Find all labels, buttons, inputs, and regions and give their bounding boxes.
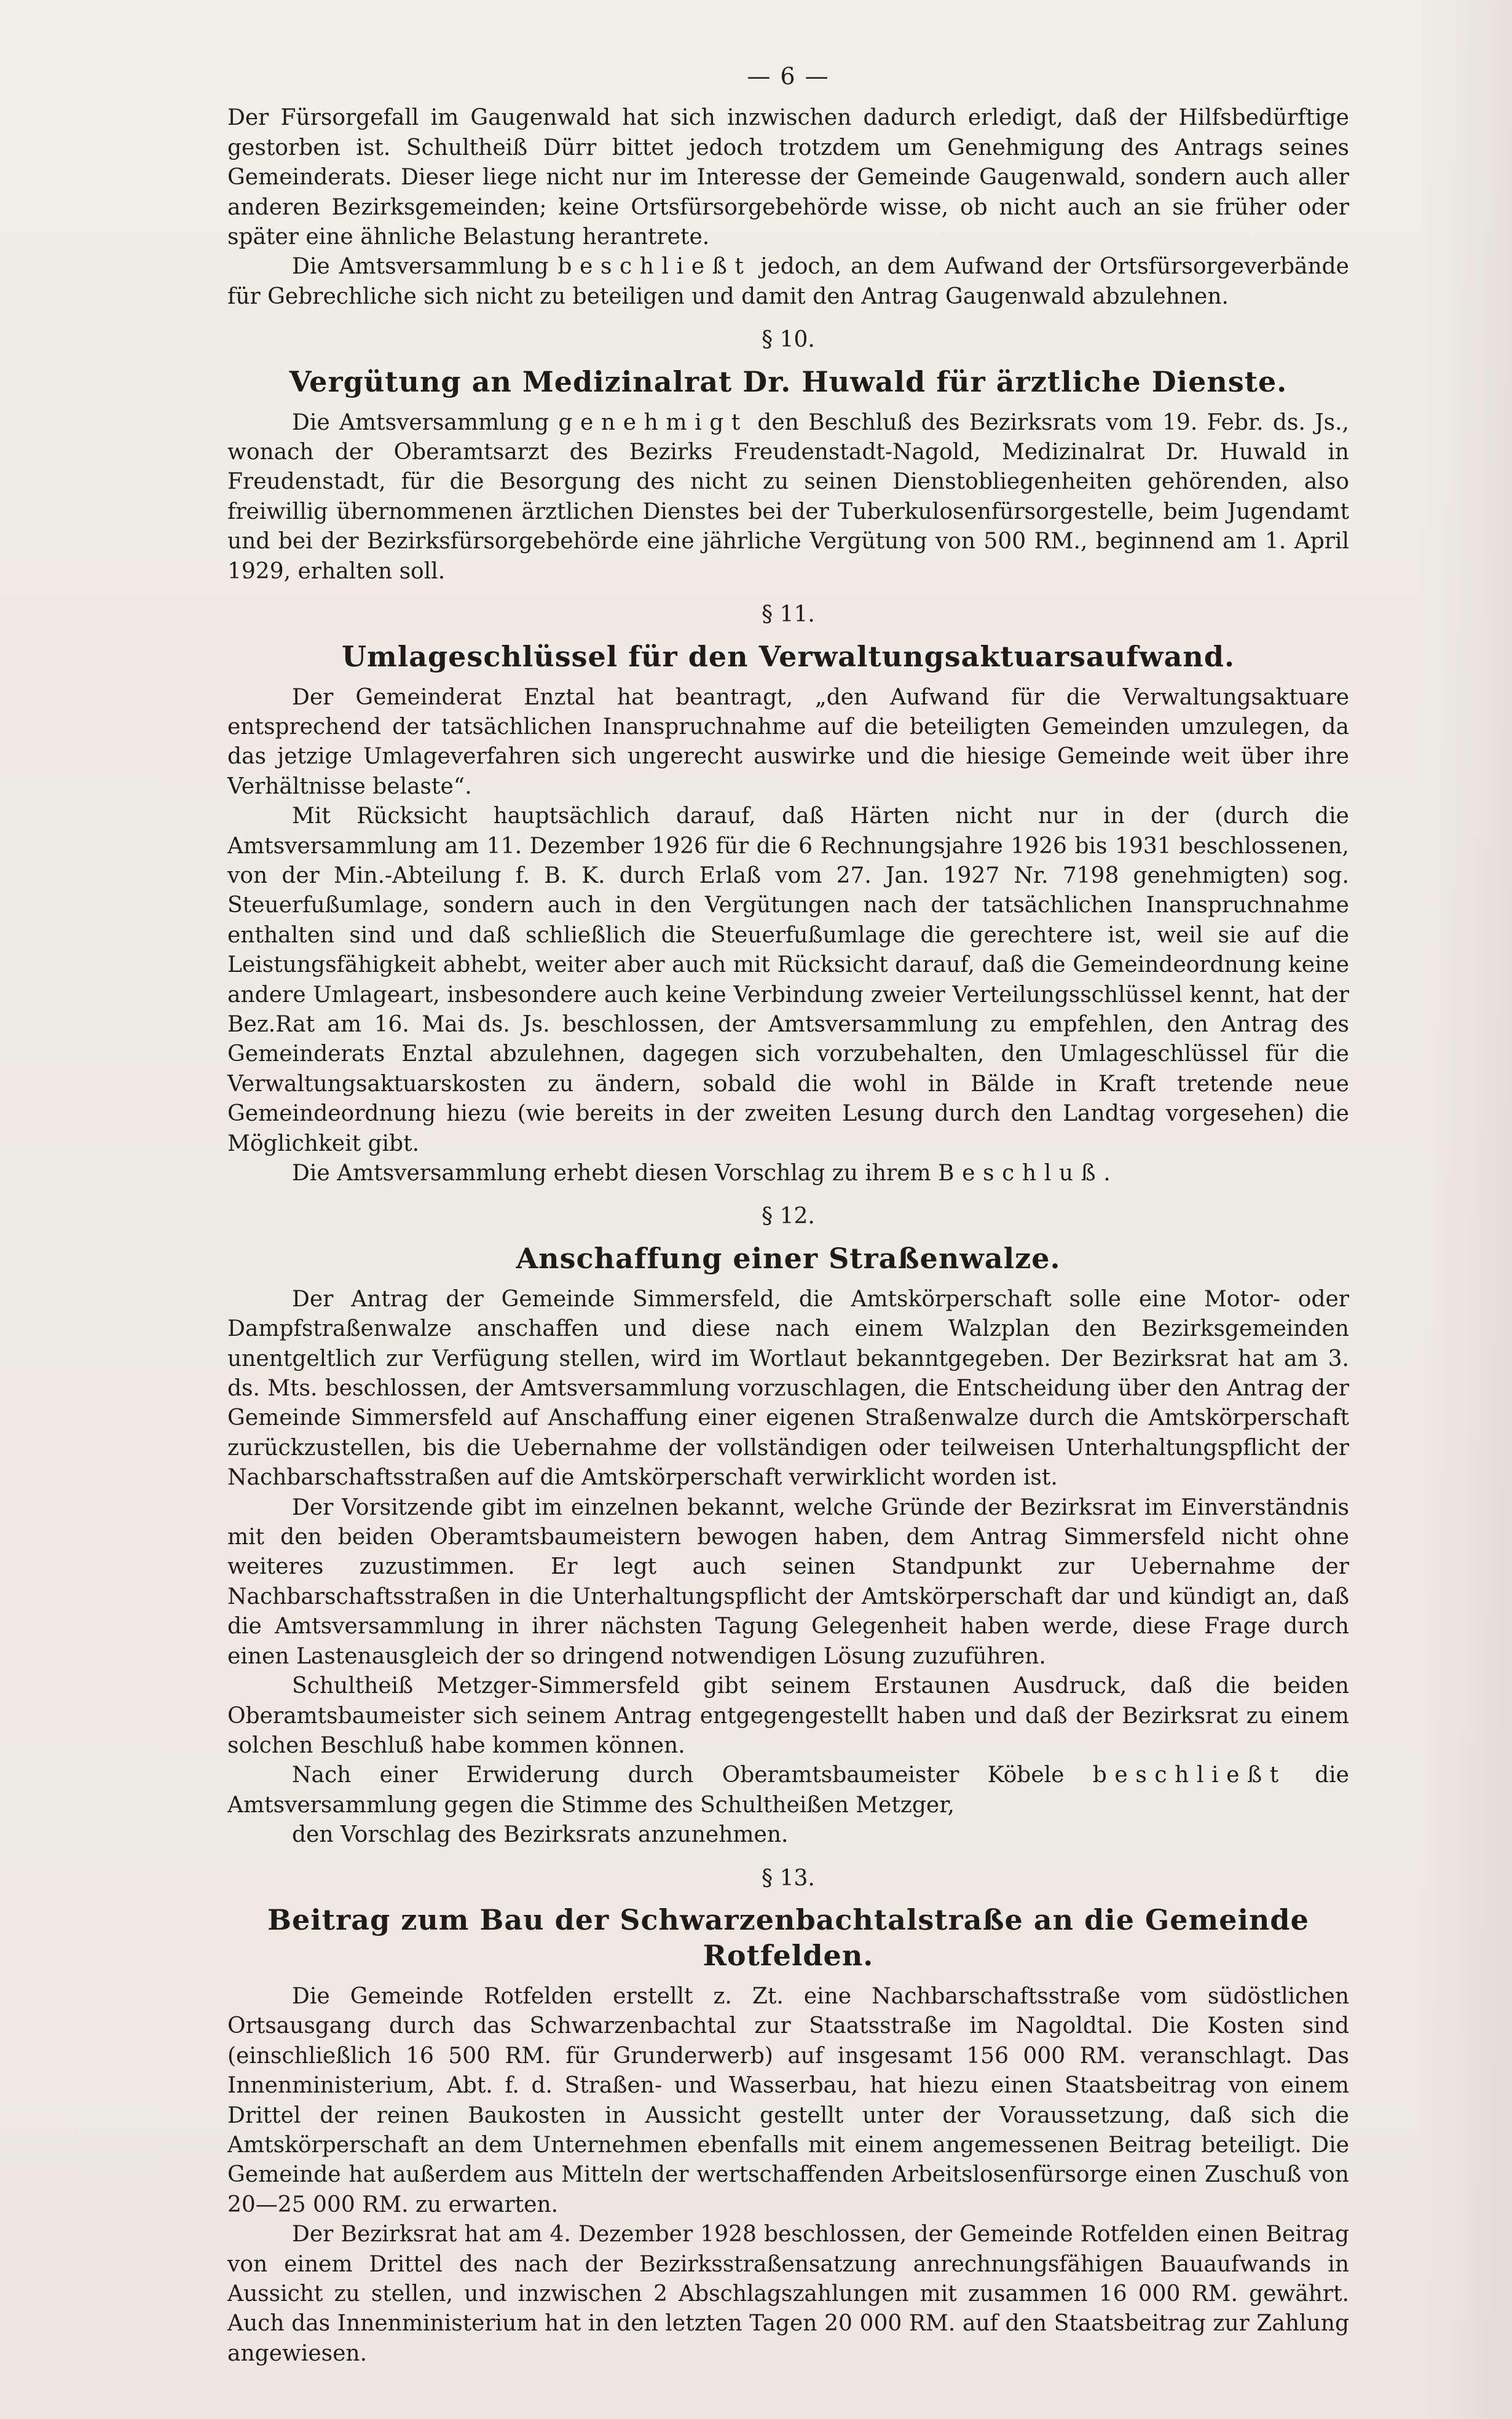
spaced-emphasis: beschließt: [557, 254, 752, 280]
paragraph: Schultheiß Metzger-Simmersfeld gibt seinem Erstaunen Ausdruck, daß die beiden Oberamtsbaumeister sich seinem Antrag entgegengestellt haben und daß der Bezirksrat zu einem solchen Beschluß habe kommen können.: [227, 1673, 1349, 1758]
paragraph-text: die Amtsversammlung gegen die Stimme des Schultheißen Metzger,: [227, 1762, 1349, 1818]
spaced-emphasis: Beschluß: [938, 1161, 1104, 1186]
paragraph: [227, 408, 1349, 586]
paragraph-text: Die Amtsversammlung: [292, 254, 558, 280]
paragraph: Die Gemeinde Rotfelden erstellt z. Zt. eine Nachbarschaftsstraße vom südöstlichen Ortsausgang durch das Schwarzenbachtal zur Staatsstraße im Nagoldtal. Die Kosten sind (einschließlich 16 500 RM. für Grunderwerb) auf insgesamt 156 000 RM. veranschlagt. Das Innenministerium, Abt. f. d. Straßen- und Wasserbau, hat hiezu einen Staatsbeitrag von einem Drittel der reinen Baukosten in Aussicht gestellt unter der Voraussetzung, daß sich die Amtskörperschaft an dem Unternehmen ebenfalls mit einem angemessenen Beitrag beteiligt. Die Gemeinde hat außerdem aus Mitteln der wertschaffenden Arbeitslosenfürsorge einen Zuschuß von 20—25 000 RM. zu erwarten.: [227, 1983, 1349, 2217]
paragraph: Der Antrag der Gemeinde Simmersfeld, die Amtskörperschaft solle eine Motor- oder Dampfstraßenwalze anschaffen und diese nach einem Walzplan den Bezirksgemeinden unentgeltlich zur Verfügung stellen, wird im Wortlaut bekanntgegeben. Der Bezirksrat hat am 3. ds. Mts. beschlossen, der Amtsversammlung vorzuschlagen, die Entscheidung über den Antrag der Gemeinde Simmersfeld auf Anschaffung einer eigenen Straßenwalze durch die Amtskörperschaft zurückzustellen, bis die Uebernahme der vollständigen oder teilweisen Unterhaltungspflicht der Nachbarschaftsstraßen auf die Amtskörperschaft verwirklicht worden ist.: [227, 1286, 1349, 1491]
page-edge-shadow: [1420, 0, 1512, 2419]
paragraph-text: Die Amtsversammlung erhebt diesen Vorschlag zu ihrem: [292, 1161, 939, 1186]
spaced-emphasis: beschließt: [1092, 1762, 1286, 1788]
paragraph: Der Fürsorgefall im Gaugenwald hat sich inzwischen dadurch erledigt, daß der Hilfsbedürftige gestorben ist. Schultheiß Dürr bittet jedoch trotzdem um Genehmigung des Antrags seines Gemeinderats. Dieser liege nicht nur im Interesse der Gemeinde Gaugenwald, sondern auch aller anderen Bezirksgemeinden; keine Ortsfürsorgebehörde wisse, ob nicht auch an sie früher oder später eine ähnliche Belastung herantrete.: [227, 105, 1349, 250]
section-number: § 11.: [762, 602, 815, 628]
paragraph: Der Bezirksrat hat am 4. Dezember 1928 beschlossen, der Gemeinde Rotfelden einen Beitrag von einem Drittel des nach der Bezirksstraßensatzung anrechnungsfähigen Bauaufwands in Aussicht zu stellen, und inzwischen 2 Abschlagszahlungen mit zusammen 16 000 RM. gewährt. Auch das Innenministerium hat in den letzten Tagen 20 000 RM. auf den Staatsbeitrag zur Zahlung angewiesen.: [227, 2222, 1349, 2366]
paragraph: Der Gemeinderat Enztal hat beantragt, „den Aufwand für die Verwaltungsaktuare entsprechend der tatsächlichen Inanspruchnahme auf die beteiligten Gemeinden umzulegen, da das jetzige Umlageverfahren sich ungerecht auswirke und die hiesige Gemeinde weit über ihre Verhältnisse belaste“.: [227, 684, 1349, 799]
spaced-emphasis: genehmigt: [558, 409, 748, 435]
paragraph: [227, 1159, 1349, 1188]
section-title: Beitrag zum Bau der Schwarzenbachtalstraße an die Gemeinde Rotfelden.: [267, 1903, 1309, 1972]
section-number: § 13.: [762, 1865, 815, 1891]
paragraph-text: .: [1103, 1161, 1111, 1186]
paragraph-text: Die Amtsversammlung: [292, 409, 559, 435]
paragraph: [227, 252, 1349, 312]
section-title: Umlageschlüssel für den Verwaltungsaktuarsaufwand.: [341, 639, 1235, 673]
paragraph: Mit Rücksicht hauptsächlich darauf, daß Härten nicht nur in der (durch die Amtsversammlung am 11. Dezember 1926 für die 6 Rechnungsjahre 1926 bis 1931 beschlossenen, von der Min.-Abteilung f. B. K. durch Erlaß vom 27. Jan. 1927 Nr. 7198 genehmigten) sog. Steuerfußumlage, sondern auch in den Vergütungen nach der tatsächlichen Inanspruchnahme enthalten sind und daß schließlich die Steuerfußumlage die gerechtere ist, weil sie auf die Leistungsfähigkeit abhebt, weiter aber auch mit Rücksicht darauf, daß die Gemeindeordnung keine andere Umlageart, insbesondere auch keine Verbindung zweier Verteilungsschlüssel kennt, hat der Bez.Rat am 16. Mai ds. Js. beschlossen, der Amtsversammlung zu empfehlen, den Antrag des Gemeinderats Enztal abzulehnen, dagegen sich vorzubehalten, den Umlageschlüssel für die Verwaltungsaktuarskosten zu ändern, sobald die wohl in Bälde in Kraft tretende neue Gemeindeordnung hiezu (wie bereits in der zweiten Lesung durch den Landtag vorgesehen) die Möglichkeit gibt.: [227, 803, 1349, 1156]
section-title: Anschaffung einer Straßenwalze.: [516, 1241, 1061, 1275]
page-number: — 6 —: [747, 63, 830, 90]
paragraph-text: den Beschluß des Bezirksrats vom 19. Febr. ds. Js., wonach der Oberamtsarzt des Bezirks Freudenstadt-Nagold, Medizinalrat Dr. Huwald in Freudenstadt, für die Besorgung des nicht zu seinen Dienstobliegenheiten gehörenden, also freiwillig übernommenen ärztlichen Dienstes bei der Tuberkulosenfürsorgestelle, beim Jugendamt und bei der Bezirksfürsorgebehörde eine jährliche Vergütung von 500 RM., beginnend am 1. April 1929, erhalten soll.: [227, 409, 1349, 584]
paragraph-text: jedoch, an dem Aufwand der Ortsfürsorgeverbände für Gebrechliche sich nicht zu beteiligen und damit den Antrag Gaugenwald abzulehnen.: [227, 254, 1349, 309]
document-body: [227, 61, 1349, 2369]
paragraph: den Vorschlag des Bezirksrats anzunehmen.: [292, 1822, 789, 1848]
paragraph-text: Nach einer Erwiderung durch Oberamtsbaumeister Köbele: [292, 1762, 1093, 1788]
paragraph: [227, 1761, 1349, 1820]
paragraph: Der Vorsitzende gibt im einzelnen bekannt, welche Gründe der Bezirksrat im Einverständnis mit den beiden Oberamtsbaumeistern bewogen haben, dem Antrag Simmersfeld nicht ohne weiteres zuzustimmen. Er legt auch seinen Standpunkt zur Uebernahme der Nachbarschaftsstraßen in die Unterhaltungspflicht der Amtskörperschaft dar und kündigt an, daß die Amtsversammlung in ihrer nächsten Tagung Gelegenheit haben werde, diese Frage durch einen Lastenausgleich der so dringend notwendigen Lösung zuzuführen.: [227, 1494, 1349, 1669]
section-number: § 10.: [762, 327, 815, 353]
section-number: § 12.: [762, 1204, 815, 1229]
text-blocks: [227, 103, 1349, 2369]
section-title: Vergütung an Medizinalrat Dr. Huwald für ärztliche Dienste.: [289, 365, 1288, 398]
